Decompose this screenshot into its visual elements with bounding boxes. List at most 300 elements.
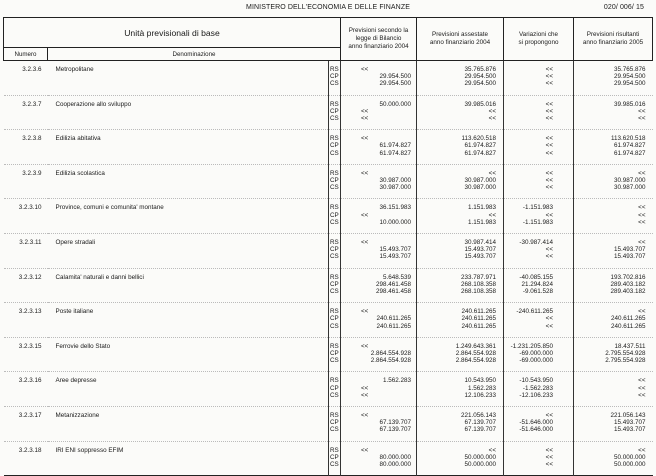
value: 29.954.500 (613, 80, 646, 88)
row-type-label: RS (330, 446, 339, 454)
value: << (638, 211, 646, 219)
denomination-line: Province, comuni e comunita' montane (55, 204, 164, 212)
table-row (4, 441, 653, 476)
value-cell-v1 (341, 199, 417, 234)
value: << (638, 308, 646, 316)
row-type-label: CS (330, 80, 339, 88)
row-type-label: RS (330, 66, 339, 73)
value: << (545, 315, 553, 323)
value: 240.611.265 (461, 315, 496, 323)
value: << (361, 308, 369, 316)
page-code: 020/ 006/ 15 (603, 4, 644, 11)
value: 30.987.000 (379, 184, 411, 192)
value: 67.139.707 (464, 419, 496, 427)
value: 113.620.518 (610, 135, 646, 143)
value: << (488, 446, 496, 454)
value: 61.974.827 (464, 142, 496, 150)
row-type-labels (329, 199, 341, 234)
row-type-label: CP (330, 280, 339, 288)
value: -1.562.283 (522, 384, 553, 392)
value: << (638, 204, 646, 212)
value-cell-v1 (341, 164, 417, 199)
table-row (4, 372, 653, 407)
value: 2.795.554.928 (605, 349, 646, 357)
denomination-line: Calamita' naturali e danni bellici (55, 273, 144, 281)
value: 50.000.000 (613, 453, 646, 461)
row-type-label: RS (330, 100, 339, 108)
row-type-label: CS (330, 357, 339, 365)
denomination-line: Aree depresse (55, 377, 97, 385)
value: 29.954.500 (379, 73, 411, 81)
header-variazioni: Variazioni che si propongono (504, 18, 574, 61)
unit-number: 3.2.3.15 (4, 337, 48, 372)
value: 30.987.000 (613, 184, 646, 192)
value-cell-v4 (574, 441, 653, 476)
value-cell-v4 (574, 372, 653, 407)
row-type-label: CP (330, 384, 339, 392)
row-type-labels (329, 303, 341, 338)
table-row (4, 233, 653, 268)
row-type-label: RS (330, 411, 339, 419)
denomination-line: Edilizia scolastica (55, 169, 105, 177)
value-cell-v3 (504, 268, 574, 303)
value-cell-v2 (417, 303, 504, 338)
value: 15.493.707 (379, 246, 411, 254)
value: 39.985.016 (464, 100, 496, 108)
row-type-label: RS (330, 342, 339, 350)
value-cell-v3 (504, 61, 574, 96)
value: 30.987.000 (464, 176, 496, 184)
value: 2.864.554.928 (370, 349, 411, 357)
value-cell-v3 (504, 164, 574, 199)
value-cell-v4 (574, 95, 653, 130)
table-row (4, 303, 653, 338)
value: 12.106.233 (464, 391, 496, 399)
unit-denomination (48, 130, 329, 165)
table-row (4, 268, 653, 303)
value: << (545, 253, 553, 261)
value: << (361, 411, 369, 419)
value-cell-v4 (574, 303, 653, 338)
value: << (488, 169, 496, 177)
denomination-line: Poste italiane (55, 308, 94, 316)
value: << (638, 114, 646, 122)
row-type-label: CS (330, 253, 339, 261)
unit-number: 3.2.3.8 (4, 130, 48, 165)
value: 30.987.000 (464, 184, 496, 192)
value: 61.974.827 (464, 149, 496, 157)
table-body (4, 61, 653, 476)
unit-denomination (48, 164, 329, 199)
value: -240.611.265 (516, 308, 553, 316)
value: 36.151.983 (379, 204, 411, 212)
row-type-labels (329, 95, 341, 130)
value: 15.493.707 (464, 246, 496, 254)
value: 50.000.000 (464, 460, 496, 468)
row-type-labels (329, 337, 341, 372)
unit-denomination (48, 372, 329, 407)
value: 50.000.000 (379, 100, 411, 108)
value: 61.974.827 (379, 142, 411, 150)
unit-number: 3.2.3.10 (4, 199, 48, 234)
value: << (361, 211, 369, 219)
value: 29.954.500 (464, 80, 496, 88)
value-cell-v1 (341, 233, 417, 268)
value: << (545, 66, 553, 73)
row-type-label: CP (330, 176, 339, 184)
row-type-labels (329, 233, 341, 268)
value: << (545, 142, 553, 150)
table-row (4, 199, 653, 234)
value: 221.056.143 (610, 411, 646, 419)
value: 240.611.265 (610, 315, 646, 323)
denomination-line: Edilizia abitativa (55, 135, 101, 143)
denomination-line: Cooperazione allo sviluppo (55, 100, 132, 108)
row-type-labels (329, 406, 341, 441)
unit-denomination (48, 61, 329, 96)
value: 268.108.358 (460, 280, 496, 288)
value: 29.954.500 (613, 73, 646, 81)
table-row (4, 406, 653, 441)
value: 240.611.265 (461, 322, 496, 330)
value: 15.493.707 (613, 246, 646, 254)
value: << (361, 238, 369, 246)
row-type-label: RS (330, 377, 339, 385)
value-cell-v3 (504, 233, 574, 268)
value: -1.151.983 (522, 204, 553, 212)
value: 61.974.827 (613, 149, 646, 157)
value: 29.954.500 (379, 80, 411, 88)
value: -69.000.000 (519, 357, 553, 365)
row-type-labels (329, 372, 341, 407)
unit-number: 3.2.3.16 (4, 372, 48, 407)
value: -51.646.000 (519, 426, 553, 434)
value: 50.000.000 (613, 460, 646, 468)
unit-denomination (48, 199, 329, 234)
value: 221.056.143 (460, 411, 496, 419)
value: 80.000.000 (379, 453, 411, 461)
value-cell-v2 (417, 130, 504, 165)
denomination-line: Metanizzazione (55, 411, 100, 419)
value-cell-v1 (341, 337, 417, 372)
table-row (4, 61, 653, 96)
value: << (545, 211, 553, 219)
value: << (361, 66, 369, 73)
value: 10.000.000 (379, 218, 411, 226)
value: 67.139.707 (379, 419, 411, 427)
value: 1.151.983 (467, 218, 496, 226)
value-cell-v1 (341, 406, 417, 441)
value: << (361, 135, 369, 143)
row-type-label: RS (330, 308, 339, 316)
header-prev-assestate: Previsioni assestate anno finanziario 2004 (417, 18, 504, 61)
value: -51.646.000 (519, 419, 553, 427)
unit-number: 3.2.3.13 (4, 303, 48, 338)
value-cell-v1 (341, 441, 417, 476)
value: 35.765.876 (613, 66, 646, 73)
value: 61.974.827 (613, 142, 646, 150)
table-row (4, 337, 653, 372)
value: << (361, 384, 369, 392)
value: -1.151.983 (522, 218, 553, 226)
value: 193.702.816 (610, 273, 646, 281)
value: 29.954.500 (464, 73, 496, 81)
value-cell-v1 (341, 372, 417, 407)
value: << (361, 107, 369, 115)
value: << (638, 446, 646, 454)
row-type-label: RS (330, 238, 339, 246)
value: 240.611.265 (376, 322, 411, 330)
value: 67.139.707 (464, 426, 496, 434)
value: << (361, 169, 369, 177)
value: 240.611.265 (461, 308, 496, 316)
row-type-label: RS (330, 204, 339, 212)
value: << (545, 176, 553, 184)
unit-number: 3.2.3.17 (4, 406, 48, 441)
value: 2.864.554.928 (455, 357, 496, 365)
value-cell-v1 (341, 61, 417, 96)
value: << (545, 135, 553, 143)
value: << (545, 246, 553, 254)
row-type-label: CP (330, 315, 339, 323)
row-type-labels (329, 441, 341, 476)
row-type-label: CP (330, 211, 339, 219)
value: << (545, 446, 553, 454)
value: 67.139.707 (379, 426, 411, 434)
value-cell-v2 (417, 406, 504, 441)
row-type-label: CP (330, 419, 339, 427)
value: << (545, 149, 553, 157)
row-type-label: CS (330, 391, 339, 399)
unit-number: 3.2.3.11 (4, 233, 48, 268)
value: << (545, 453, 553, 461)
table-row (4, 130, 653, 165)
denomination-line: Metropolitane (55, 66, 94, 73)
value: -1.231.205.850 (510, 342, 553, 350)
value: << (638, 391, 646, 399)
header-prev-risultanti: Previsioni risultanti anno finanziario 2005 (574, 18, 653, 61)
value-cell-v1 (341, 95, 417, 130)
row-type-label: CP (330, 73, 339, 81)
unit-number: 3.2.3.9 (4, 164, 48, 199)
row-type-label: CP (330, 107, 339, 115)
value: << (545, 460, 553, 468)
row-type-label: CS (330, 426, 339, 434)
value-cell-v4 (574, 233, 653, 268)
value: << (361, 446, 369, 454)
value: << (638, 384, 646, 392)
value-cell-v3 (504, 406, 574, 441)
value: 30.987.000 (379, 176, 411, 184)
value: 15.493.707 (613, 426, 646, 434)
value-cell-v3 (504, 372, 574, 407)
value: << (545, 411, 553, 419)
value: << (488, 211, 496, 219)
denomination-line: IRI ENI soppresso EFIM (55, 446, 124, 454)
row-type-labels (329, 130, 341, 165)
value: << (488, 114, 496, 122)
value-cell-v3 (504, 199, 574, 234)
value: << (361, 114, 369, 122)
value-cell-v3 (504, 337, 574, 372)
value: 240.611.265 (610, 322, 646, 330)
value: << (545, 100, 553, 108)
table-row (4, 164, 653, 199)
value-cell-v3 (504, 441, 574, 476)
unit-denomination (48, 441, 329, 476)
page-header (0, 4, 656, 16)
header-unita: Unità previsionali di base (4, 18, 341, 48)
denomination-line: Opere stradali (55, 238, 96, 246)
value: << (545, 169, 553, 177)
page-title: MINISTERO DELL'ECONOMIA E DELLE FINANZE (246, 4, 410, 11)
value-cell-v2 (417, 372, 504, 407)
value: 289.403.182 (610, 287, 646, 295)
value: << (545, 73, 553, 81)
value-cell-v2 (417, 199, 504, 234)
row-type-labels (329, 268, 341, 303)
value: -9.061.528 (522, 287, 553, 295)
value: 15.493.707 (464, 253, 496, 261)
unit-number: 3.2.3.6 (4, 61, 48, 96)
value-cell-v2 (417, 441, 504, 476)
value: 30.987.000 (613, 176, 646, 184)
row-type-label: CP (330, 453, 339, 461)
header-numero: Numero (4, 48, 48, 61)
value-cell-v4 (574, 61, 653, 96)
value: 39.985.016 (613, 100, 646, 108)
value: << (361, 391, 369, 399)
value: 1.562.283 (467, 384, 496, 392)
unit-denomination (48, 233, 329, 268)
value: 289.403.182 (610, 280, 646, 288)
value-cell-v2 (417, 337, 504, 372)
row-type-label: CP (330, 142, 339, 150)
row-type-labels (329, 61, 341, 96)
value: << (638, 238, 646, 246)
row-type-label: CP (330, 349, 339, 357)
value: -12.106.233 (519, 391, 553, 399)
row-type-label: CS (330, 218, 339, 226)
value: 15.493.707 (613, 419, 646, 427)
row-type-label: RS (330, 273, 339, 281)
value: -69.000.000 (519, 349, 553, 357)
value: 61.974.827 (379, 149, 411, 157)
unit-denomination (48, 406, 329, 441)
unit-number: 3.2.3.7 (4, 95, 48, 130)
value: << (638, 377, 646, 385)
value-cell-v4 (574, 268, 653, 303)
unit-denomination (48, 337, 329, 372)
value: << (638, 218, 646, 226)
value-cell-v1 (341, 130, 417, 165)
value-cell-v1 (341, 303, 417, 338)
value-cell-v4 (574, 130, 653, 165)
value-cell-v2 (417, 61, 504, 96)
unit-denomination (48, 268, 329, 303)
value: << (638, 169, 646, 177)
value: -10.543.950 (519, 377, 553, 385)
value-cell-v4 (574, 406, 653, 441)
value: 2.795.554.928 (605, 357, 646, 365)
header-denominazione: Denominazione (48, 48, 341, 61)
value: 18.437.511 (614, 342, 646, 350)
row-type-label: CS (330, 322, 339, 330)
row-type-label: CP (330, 246, 339, 254)
unit-denomination (48, 303, 329, 338)
value-cell-v2 (417, 233, 504, 268)
value: 233.787.971 (460, 273, 496, 281)
value: << (545, 184, 553, 192)
row-type-labels (329, 164, 341, 199)
value-cell-v2 (417, 268, 504, 303)
row-type-label: CS (330, 287, 339, 295)
value: << (545, 114, 553, 122)
value: 1.562.283 (382, 377, 411, 385)
value: 298.461.458 (375, 280, 411, 288)
value: << (488, 107, 496, 115)
value-cell-v3 (504, 303, 574, 338)
value-cell-v4 (574, 164, 653, 199)
value: << (545, 322, 553, 330)
value: << (638, 107, 646, 115)
value: << (361, 342, 369, 350)
value-cell-v3 (504, 130, 574, 165)
value: 35.765.876 (464, 66, 496, 73)
value: 1.151.983 (467, 204, 496, 212)
value: 1.249.643.361 (455, 342, 496, 350)
value: 5.648.539 (382, 273, 411, 281)
value: 10.543.950 (464, 377, 496, 385)
value: 21.294.824 (521, 280, 553, 288)
value-cell-v4 (574, 337, 653, 372)
value: 298.461.458 (375, 287, 411, 295)
value-cell-v3 (504, 95, 574, 130)
value: -30.987.414 (519, 238, 553, 246)
value-cell-v4 (574, 199, 653, 234)
row-type-label: CS (330, 460, 339, 468)
row-type-label: RS (330, 135, 339, 143)
header-prev-bilancio: Previsioni secondo la legge di Bilancio anno finanziario 2004 (341, 18, 417, 61)
row-type-label: CS (330, 184, 339, 192)
budget-table (3, 17, 653, 476)
value: 240.611.265 (376, 315, 411, 323)
table-row (4, 95, 653, 130)
value: << (545, 80, 553, 88)
denomination-line: Ferrovie dello Stato (55, 342, 111, 350)
value: -40.085.155 (519, 273, 553, 281)
value-cell-v2 (417, 95, 504, 130)
value: 50.000.000 (464, 453, 496, 461)
row-type-label: CS (330, 114, 339, 122)
value: << (545, 107, 553, 115)
row-type-label: RS (330, 169, 339, 177)
unit-denomination (48, 95, 329, 130)
unit-number: 3.2.3.12 (4, 268, 48, 303)
value-cell-v1 (341, 268, 417, 303)
unit-number: 3.2.3.18 (4, 441, 48, 476)
row-type-label: CS (330, 149, 339, 157)
value: 15.493.707 (613, 253, 646, 261)
value: 80.000.000 (379, 460, 411, 468)
value-cell-v2 (417, 164, 504, 199)
value: 15.493.707 (379, 253, 411, 261)
value: 2.864.554.928 (455, 349, 496, 357)
value: 30.987.414 (464, 238, 496, 246)
value: 113.620.518 (461, 135, 496, 143)
value: 2.864.554.928 (370, 357, 411, 365)
value: 268.108.358 (460, 287, 496, 295)
